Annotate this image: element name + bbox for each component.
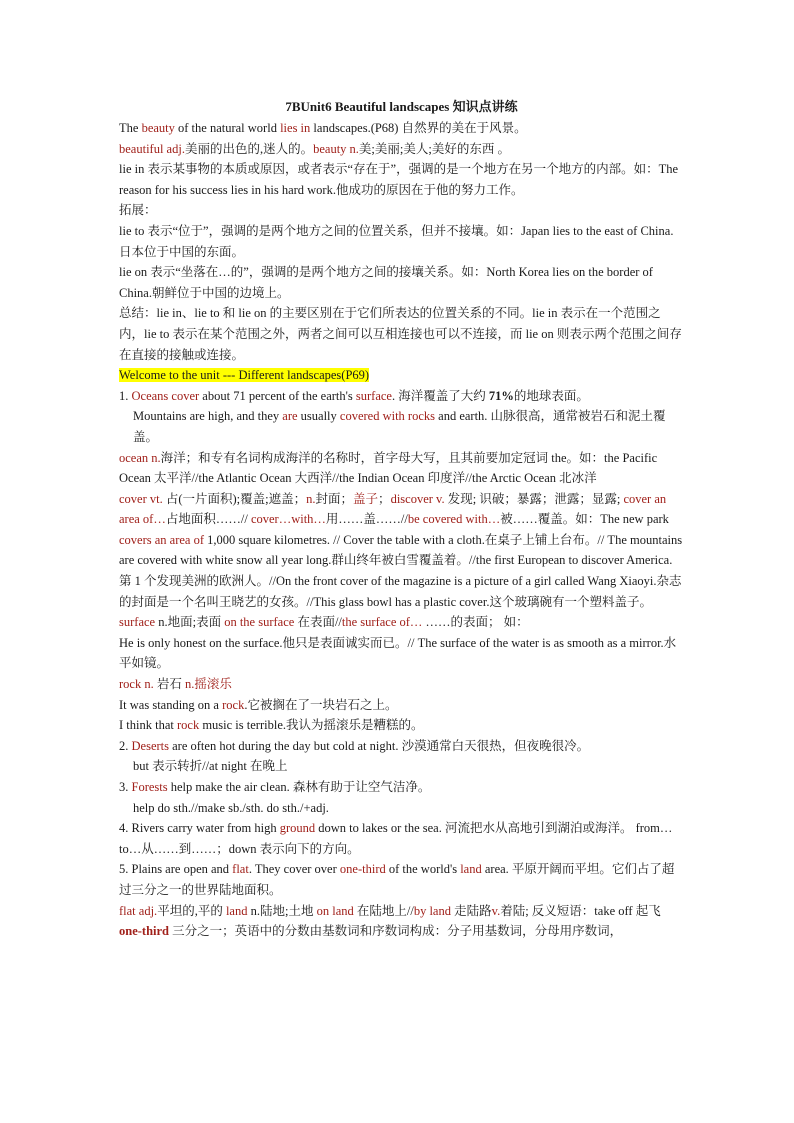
paragraph — [119, 448, 684, 489]
text-run: ……的表面； 如： — [422, 615, 529, 630]
paragraph — [119, 921, 684, 942]
text-run: It was standing on a — [119, 697, 223, 712]
text-run: The — [119, 121, 142, 135]
text-run: beautiful adj. — [119, 141, 185, 156]
paragraph — [119, 818, 684, 859]
text-run: on the surface — [224, 615, 295, 630]
text-run: 被……覆盖。如：The new park — [500, 512, 669, 527]
text-run: on land — [316, 903, 354, 918]
text-run: Deserts — [131, 738, 169, 753]
text-run: 1,000 square kilometres. // Cover the table with a cloth.在桌子上铺上台布。// The mountains are covered with white snow all year long.群山终年被白雪覆盖着。//the first European to discover America.第 1 个发现美洲的欧洲人。//On the front cover of the magazine is a picture of a girl called Wang Xiaoyi.杂志的封面是一个名叫王晓艺的女孩。//This glass bowl has a plastic cover.这个玻璃碗有一个塑料盖子。 — [119, 532, 683, 609]
paragraph — [119, 365, 684, 386]
text-run: be covered with… — [407, 512, 501, 527]
text-run: usually — [297, 409, 340, 424]
text-run: surface — [355, 388, 392, 403]
text-run: help make the air clean. 森林有助于让空气洁净。 — [167, 780, 431, 794]
text-run: n. — [306, 491, 316, 506]
paragraph — [119, 777, 684, 798]
text-run: 三分之一；英语中的分数由基数词和序数词构成：分子用基数词，分母用序数词， — [169, 924, 623, 939]
text-run: lie in 表示某事物的本质或原因，或者表示“存在于”，强调的是一个地方在另一个地方的内部。如：The reason for his success lies in his hard work.他成功的原因在于他的努力工作。 — [119, 162, 678, 197]
text-run: cover…with… — [250, 512, 326, 527]
text-run: are often hot during the day but cold at night. 沙漠通常白天很热，但夜晚很冷。 — [169, 738, 590, 753]
paragraph — [119, 221, 684, 262]
text-run: music is terrible.我认为摇滚乐是糟糕的。 — [199, 718, 424, 733]
text-run: of the world's — [385, 862, 461, 877]
text-run: landscapes.(P68) 自然界的美在于风景。 — [310, 121, 527, 135]
text-run: He is only honest on the surface.他只是表面诚实而已。// The surface of the water is as smooth as a mirror.水平如镜。 — [119, 635, 677, 671]
text-run: Welcome to the unit --- Different landscapes(P69) — [119, 368, 370, 383]
text-run: land — [460, 862, 482, 877]
text-run: but 表示转折//at night 在晚上 — [133, 759, 288, 774]
text-run: Forests — [131, 780, 168, 794]
text-run: . They cover over — [248, 862, 340, 877]
text-run: rock — [222, 697, 245, 712]
paragraph — [119, 303, 684, 365]
text-run: land — [225, 903, 248, 918]
paragraph — [119, 489, 684, 613]
paragraph — [119, 901, 684, 922]
paragraph — [119, 674, 684, 695]
text-run: 71% — [488, 388, 514, 403]
text-run: lie to 表示“位于”，强调的是两个地方之间的位置关系，但并不接壤。如：Japan lies to the east of China.日本位于中国的东面。 — [119, 223, 674, 259]
text-run: n.地面;表面 — [155, 615, 225, 630]
text-run: area. 平原开阔而平坦。它们占了超过三分之一的世界陆地面积。 — [119, 862, 675, 897]
text-run: 拓展： — [119, 203, 157, 218]
text-run: n.摇滚乐 — [184, 677, 232, 692]
text-run: lies in — [280, 121, 311, 135]
text-run: 岩石 — [153, 677, 185, 692]
text-run: 海洋；和专有名词构成海洋的名称时，首字母大写，且其前要加定冠词 the。如：the Pacific Ocean 太平洋//the Atlantic Ocean 大西洋//the Indian Ocean 印度洋//the Arctic Ocean 北冰洋 — [119, 450, 658, 486]
text-run: ocean n. — [119, 450, 161, 465]
text-run: help do sth.//make sb./sth. do sth./+adj. — [133, 800, 329, 815]
text-run: rock n. — [119, 677, 154, 692]
paragraph — [119, 736, 684, 757]
text-run: I think that — [119, 718, 177, 733]
text-run: discover v. — [390, 491, 445, 506]
text-run: n.陆地;土地 — [247, 903, 317, 918]
text-run: 美;美丽;美人;美好的东西 。 — [358, 141, 510, 156]
text-run: the surface of… — [341, 615, 423, 630]
text-run: 着陆; 反义短语：take off 起飞 — [500, 903, 661, 918]
paragraph — [119, 200, 684, 221]
text-run: beauty n. — [313, 141, 359, 156]
paragraph — [119, 612, 684, 633]
text-run: about 71 percent of the earth's — [199, 388, 356, 403]
text-run: of the natural world — [174, 121, 281, 135]
paragraph — [119, 159, 684, 200]
text-run: 2. — [119, 738, 132, 753]
text-run: v. — [491, 903, 501, 918]
paragraph — [119, 798, 684, 819]
text-run: 用……盖……// — [325, 512, 408, 527]
paragraph — [119, 118, 684, 139]
text-run: cover an area of… — [119, 491, 667, 527]
document-body — [119, 118, 684, 942]
text-run: ground — [279, 821, 316, 836]
text-run: 3. — [119, 780, 132, 794]
text-run: beauty — [141, 121, 175, 135]
text-run: cover vt. — [119, 491, 163, 506]
text-run: covers an area of — [119, 532, 205, 547]
paragraph — [119, 262, 684, 303]
text-run: one-third — [339, 862, 386, 877]
text-run: 占(一片面积);覆盖;遮盖； — [162, 491, 307, 506]
text-run: down to lakes or the sea. 河流把水从高地引到湖泊或海洋。 from…to…从……到……；down 表示向下的方向。 — [119, 821, 673, 856]
paragraph — [119, 756, 684, 777]
text-run: flat — [232, 862, 249, 877]
text-run: ； — [378, 491, 391, 506]
text-run: are — [282, 409, 298, 424]
text-run: 总结：lie in、lie to 和 lie on 的主要区别在于它们所表达的位置关系的不同。lie in 表示在一个范围之内，lie to 表示在某个范围之外，两者之间可以互相连接也可以不连接，而 lie on 则表示两个范围之间存在直接的接触或连接。 — [119, 306, 682, 362]
text-run: 5. Plains are open and — [119, 862, 233, 877]
text-run: and earth. 山脉很高，通常被岩石和泥土覆盖。 — [133, 409, 666, 444]
text-run: 4. Rivers carry water from high — [119, 821, 280, 836]
text-run: flat adj. — [119, 903, 158, 918]
text-run: surface — [119, 615, 156, 630]
text-run: 在表面// — [294, 615, 342, 630]
text-run: by land — [413, 903, 451, 918]
text-run: 1. — [119, 388, 132, 403]
text-run: 占地面积……// — [165, 512, 251, 527]
text-run: . 海洋覆盖了大约 — [391, 388, 489, 403]
paragraph — [119, 715, 684, 736]
text-run: covered with rocks — [339, 409, 436, 424]
text-run: one-third — [119, 924, 169, 939]
text-run: 盖子 — [353, 491, 379, 506]
document-page — [119, 96, 684, 942]
text-run: 美丽的出色的,迷人的。 — [184, 141, 314, 156]
text-run: 的地球表面。 — [513, 388, 589, 403]
paragraph — [119, 633, 684, 674]
paragraph — [119, 695, 684, 716]
paragraph — [119, 139, 684, 160]
text-run: 在陆地上// — [353, 903, 414, 918]
text-run: 平坦的,平的 — [157, 903, 226, 918]
paragraph — [119, 386, 684, 407]
paragraph — [119, 859, 684, 900]
text-run: rock — [176, 718, 200, 733]
paragraph — [119, 406, 684, 447]
text-run: 走陆路 — [450, 903, 492, 918]
text-run: Mountains are high, and they — [133, 409, 283, 424]
text-run: 发现; 识破；暴露；泄露；显露; — [444, 491, 624, 506]
text-run: Oceans cover — [131, 388, 200, 403]
text-run: 封面； — [315, 491, 354, 506]
document-title: 7BUnit6 Beautiful landscapes 知识点讲练 — [285, 99, 518, 114]
text-run: lie on 表示“坐落在…的”，强调的是两个地方之间的接壤关系。如：North Korea lies on the border of China.朝鲜位于中国的边境上。 — [119, 265, 653, 300]
text-run: .它被搁在了一块岩石之上。 — [244, 697, 398, 712]
